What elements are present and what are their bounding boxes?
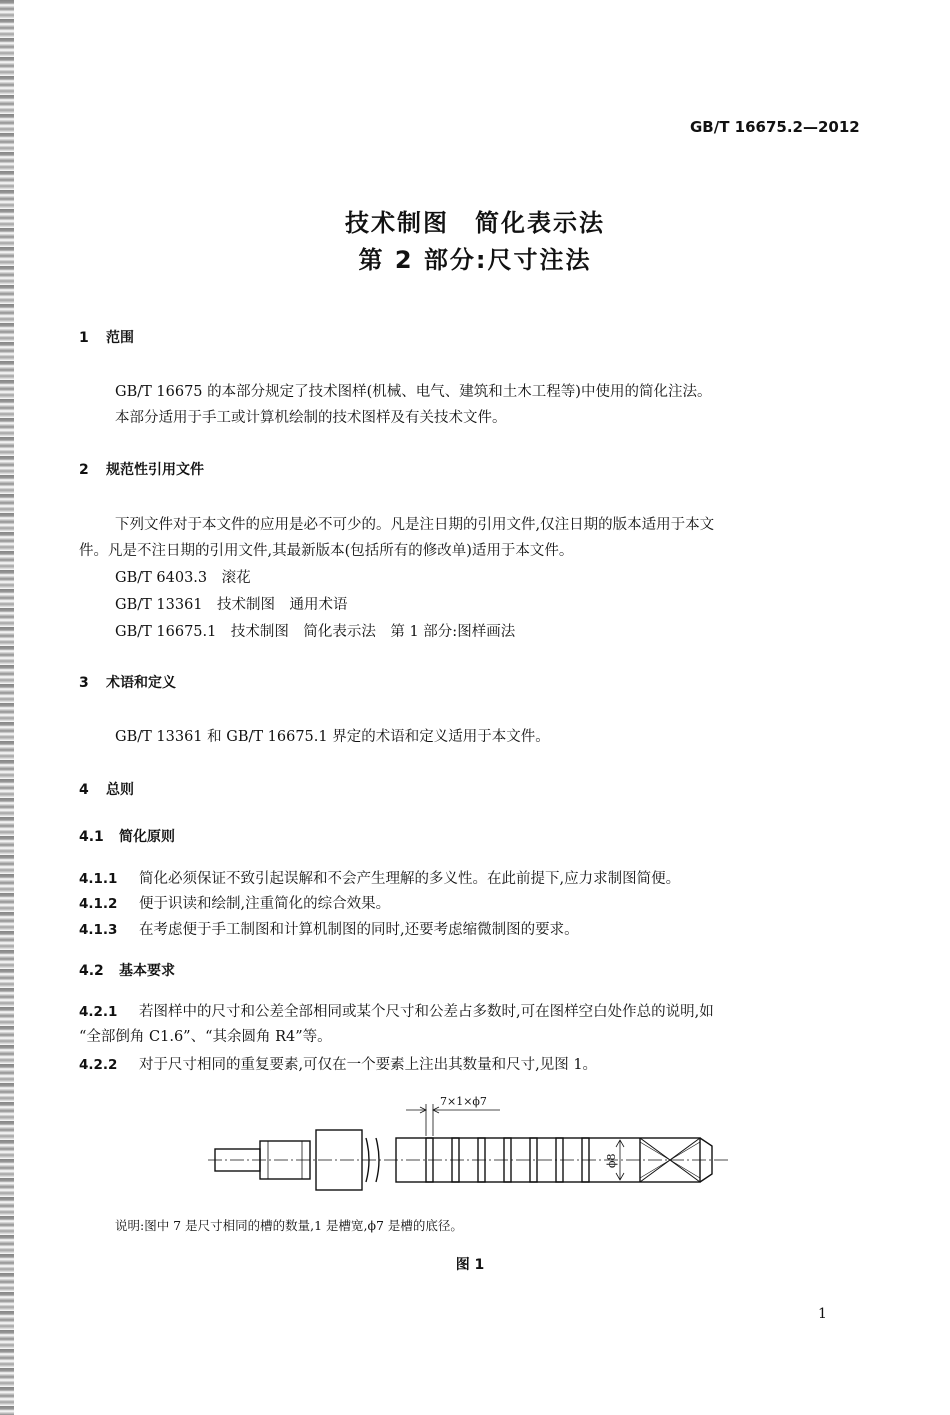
references-intro-line-1: 下列文件对于本文件的应用是必不可少的。凡是注日期的引用文件,仅注日期的版本适用于本文: [115, 517, 715, 533]
clause-text: 若图样中的尺寸和公差全部相同或某个尺寸和公差占多数时,可在图样空白处作总的说明,如: [139, 1004, 714, 1020]
break-mark: [376, 1138, 379, 1182]
section-1-heading: [79, 327, 134, 347]
terms-paragraph: GB/T 13361 和 GB/T 16675.1 界定的术语和定义适用于本文件。: [115, 729, 550, 745]
shaft-drawing-svg: [200, 1090, 740, 1205]
clause-number: 4.2.2: [79, 1057, 118, 1073]
clause-4-2-1-continuation: “全部倒角 C1.6”、“其余圆角 R4”等。: [79, 1029, 332, 1045]
section-number: 4.1: [79, 829, 104, 845]
scope-paragraph-2: 本部分适用于手工或计算机绘制的技术图样及有关技术文件。: [115, 410, 507, 426]
section-title: 规范性引用文件: [106, 462, 204, 478]
clause-number: 4.1.1: [79, 871, 118, 887]
clause-text: 简化必须保证不致引起误解和不会产生理解的多义性。在此前提下,应力求制图简便。: [139, 871, 681, 887]
section-title: 总则: [106, 782, 134, 798]
diameter-dimension-label: ϕ8: [605, 1153, 618, 1168]
reference-item: GB/T 6403.3 滚花: [115, 570, 251, 586]
section-4-2-heading: [79, 960, 175, 980]
section-number: 3: [79, 675, 89, 691]
clause-number: 4.2.1: [79, 1004, 118, 1020]
reference-item: GB/T 13361 技术制图 通用术语: [115, 597, 348, 613]
page-number: 1: [818, 1306, 827, 1322]
section-title: 基本要求: [119, 963, 175, 979]
clause-text: 在考虑便于手工制图和计算机制图的同时,还要考虑缩微制图的要求。: [139, 922, 579, 938]
figure-label: 图 1: [455, 1257, 485, 1273]
scope-paragraph-1: GB/T 16675 的本部分规定了技术图样(机械、电气、建筑和土木工程等)中使用的简化注法。: [115, 384, 712, 400]
clause-text: 对于尺寸相同的重复要素,可仅在一个要素上注出其数量和尺寸,见图 1。: [139, 1057, 598, 1073]
groove-dimension-label: 7×1×ϕ7: [440, 1095, 487, 1108]
references-intro-line-2: 件。凡是不注日期的引用文件,其最新版本(包括所有的修改单)适用于本文件。: [79, 543, 574, 559]
figure-caption: 说明:图中 7 是尺寸相同的槽的数量,1 是槽宽,ϕ7 是槽的底径。: [115, 1218, 463, 1233]
clause-4-1-3: [79, 918, 579, 939]
section-2-heading: [79, 459, 204, 479]
section-4-1-heading: [79, 826, 175, 846]
figure-1-drawing: [200, 1090, 740, 1205]
clause-number: 4.1.3: [79, 922, 118, 938]
section-title: 范围: [106, 330, 134, 346]
clause-4-1-2: [79, 892, 390, 913]
section-number: 4: [79, 782, 89, 798]
standard-code: GB/T 16675.2—2012: [690, 118, 860, 136]
section-3-heading: [79, 672, 176, 692]
clause-4-1-1: [79, 867, 680, 888]
section-number: 2: [79, 462, 89, 478]
clause-4-2-2: [79, 1053, 597, 1074]
reference-item: GB/T 16675.1 技术制图 简化表示法 第 1 部分:图样画法: [115, 624, 516, 640]
clause-4-2-1: [79, 1000, 714, 1021]
document-title: 技术制图 简化表示法: [345, 209, 605, 237]
section-title: 简化原则: [119, 829, 175, 845]
clause-number: 4.1.2: [79, 896, 118, 912]
section-number: 4.2: [79, 963, 104, 979]
section-4-heading: [79, 779, 134, 799]
section-number: 1: [79, 330, 89, 346]
clause-text: 便于识读和绘制,注重简化的综合效果。: [139, 896, 391, 912]
document-subtitle: 第 2 部分:尺寸注法: [358, 246, 592, 274]
section-title: 术语和定义: [106, 675, 176, 691]
